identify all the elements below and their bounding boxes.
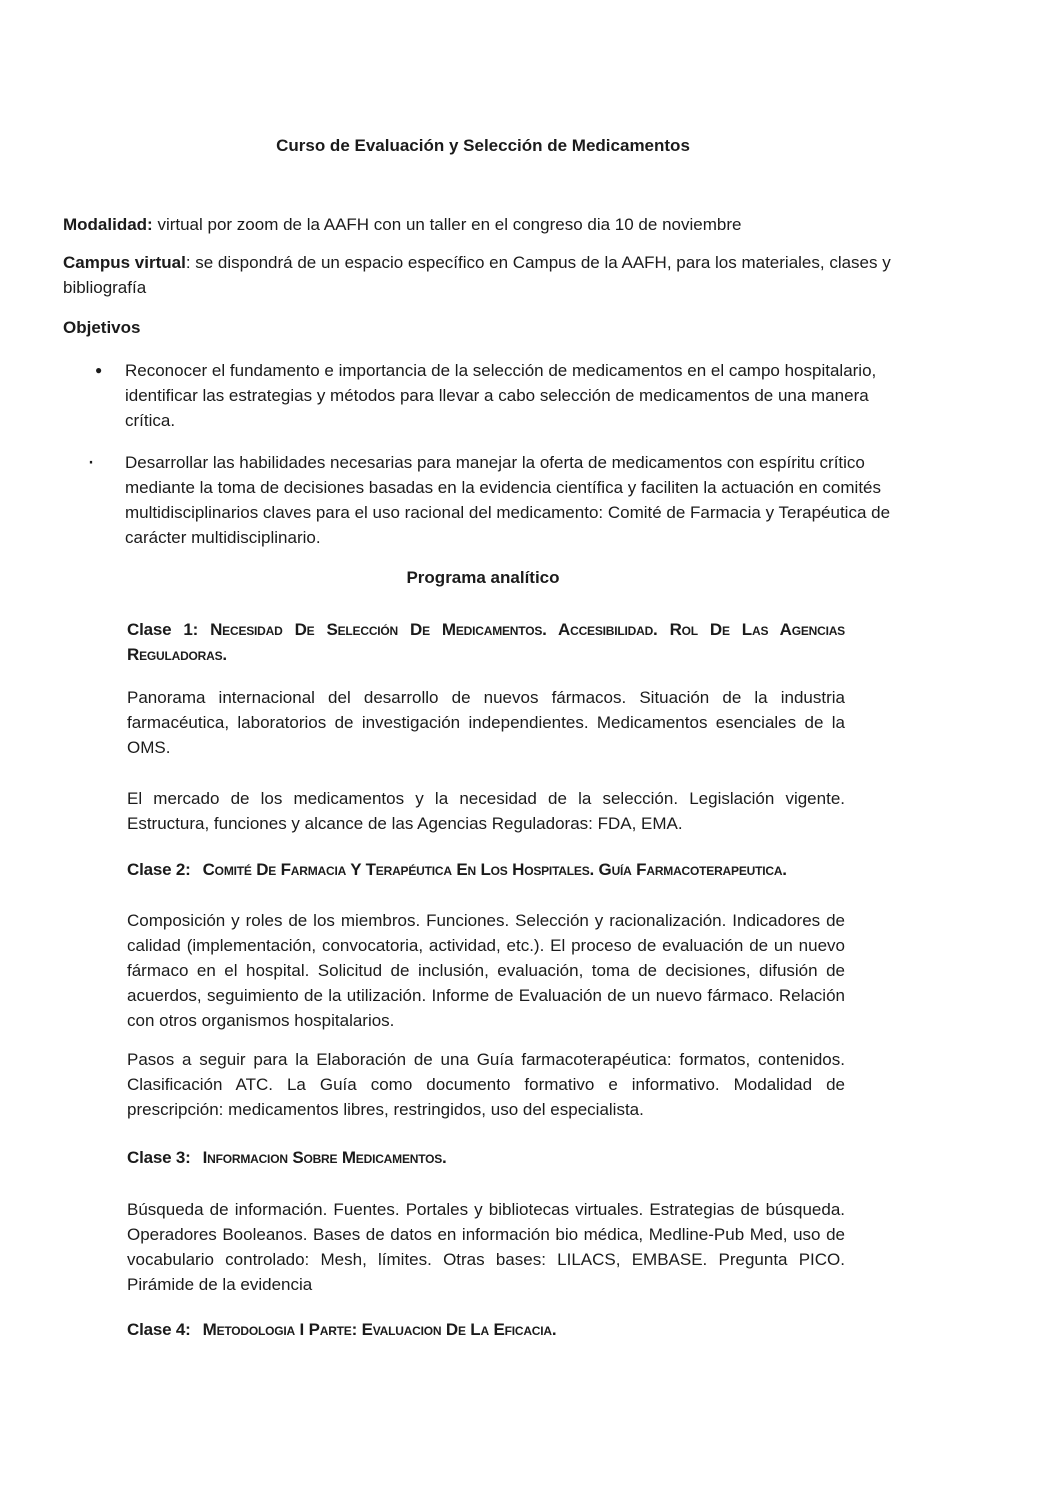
paragraph: Composición y roles de los miembros. Funciones. Selección y racionalización. Indicadores de calidad (implementación, convocatoria, actividad, etc.). El proceso de evaluación de un nuevo fármaco en el hospital. Solicitud de inclusión, evaluación, toma de decisiones, difusión de acuerdos, seguimiento de la utilización. Informe de Evaluación de un nuevo fármaco. Relación con otros organismos hospitalarios. — [127, 911, 845, 1030]
objective-text: Desarrollar las habilidades necesarias para manejar la oferta de medicamentos con espíritu crítico mediante la toma de decisiones basadas en la evidencia científica y faciliten la actuación en comités multidisciplinarios claves para el uso racional del medicamento: Comité de Farmacia y Terapéutica de carácter multidisciplinario. — [125, 453, 891, 547]
bullet-disc-icon: ● — [95, 363, 103, 377]
list-item — [63, 358, 903, 433]
paragraph: Pasos a seguir para la Elaboración de una Guía farmacoterapéutica: formatos, contenidos. Clasificación ATC. La Guía como documento formativo e informativo. Modalidad de prescripción: medicamentos libres, restringidos, uso del especialista. — [127, 1050, 845, 1119]
class-4-label: Clase 4: — [127, 1320, 191, 1339]
class-4-heading — [127, 1317, 845, 1342]
campus-paragraph — [63, 250, 903, 300]
bullet-dot-icon: · — [87, 448, 95, 475]
class-1-heading — [127, 617, 845, 667]
document-title: Curso de Evaluación y Selección de Medicamentos — [276, 136, 690, 155]
class-3-title: Informacion Sobre Medicamentos. — [202, 1148, 447, 1167]
campus-text: : se dispondrá de un espacio específico en Campus de la AAFH, para los materiales, clases y bibliografía — [63, 253, 891, 297]
objectives-list — [63, 358, 903, 550]
paragraph: Búsqueda de información. Fuentes. Portales y bibliotecas virtuales. Estrategias de búsqueda. Operadores Booleanos. Bases de datos en información bio médica, Medline-Pub Med, uso de vocabulario controlado: Mesh, límites. Otras bases: LILACS, EMBASE. Pregunta PICO. Pirámide de la evidencia — [127, 1200, 845, 1294]
program-heading: Programa analítico — [406, 568, 560, 587]
modality-paragraph — [63, 212, 903, 237]
class-3-heading — [127, 1145, 845, 1170]
class-1-title: Necesidad De Selección De Medicamentos. Accesibilidad. Rol De Las Agencias Reguladoras. — [127, 620, 845, 664]
class-3-label: Clase 3: — [127, 1148, 191, 1167]
paragraph: Panorama internacional del desarrollo de nuevos fármacos. Situación de la industria farmacéutica, laboratorios de investigación independientes. Medicamentos esenciales de la OMS. — [127, 688, 845, 757]
class-4-title: Metodologia I Parte: Evaluacion De La Eficacia. — [202, 1320, 557, 1339]
class-2-heading — [127, 857, 845, 882]
class-2-label: Clase 2: — [127, 860, 191, 879]
class-2-title: Comité De Farmacia Y Terapéutica En Los Hospitales. Guía Farmacoterapeutica. — [202, 860, 787, 879]
modality-label: Modalidad: — [63, 215, 153, 234]
paragraph: El mercado de los medicamentos y la necesidad de la selección. Legislación vigente. Estructura, funciones y alcance de las Agencias Reguladoras: FDA, EMA. — [127, 789, 845, 833]
objectives-heading: Objetivos — [63, 318, 141, 337]
class-1-label: Clase 1: — [127, 620, 199, 639]
objective-text: Reconocer el fundamento e importancia de la selección de medicamentos en el campo hospitalario, identificar las estrategias y métodos para llevar a cabo selección de medicamentos de una manera crítica. — [125, 361, 877, 430]
modality-text: virtual por zoom de la AAFH con un taller en el congreso dia 10 de noviembre — [152, 215, 742, 234]
campus-label: Campus virtual — [63, 253, 186, 272]
list-item — [63, 450, 903, 550]
